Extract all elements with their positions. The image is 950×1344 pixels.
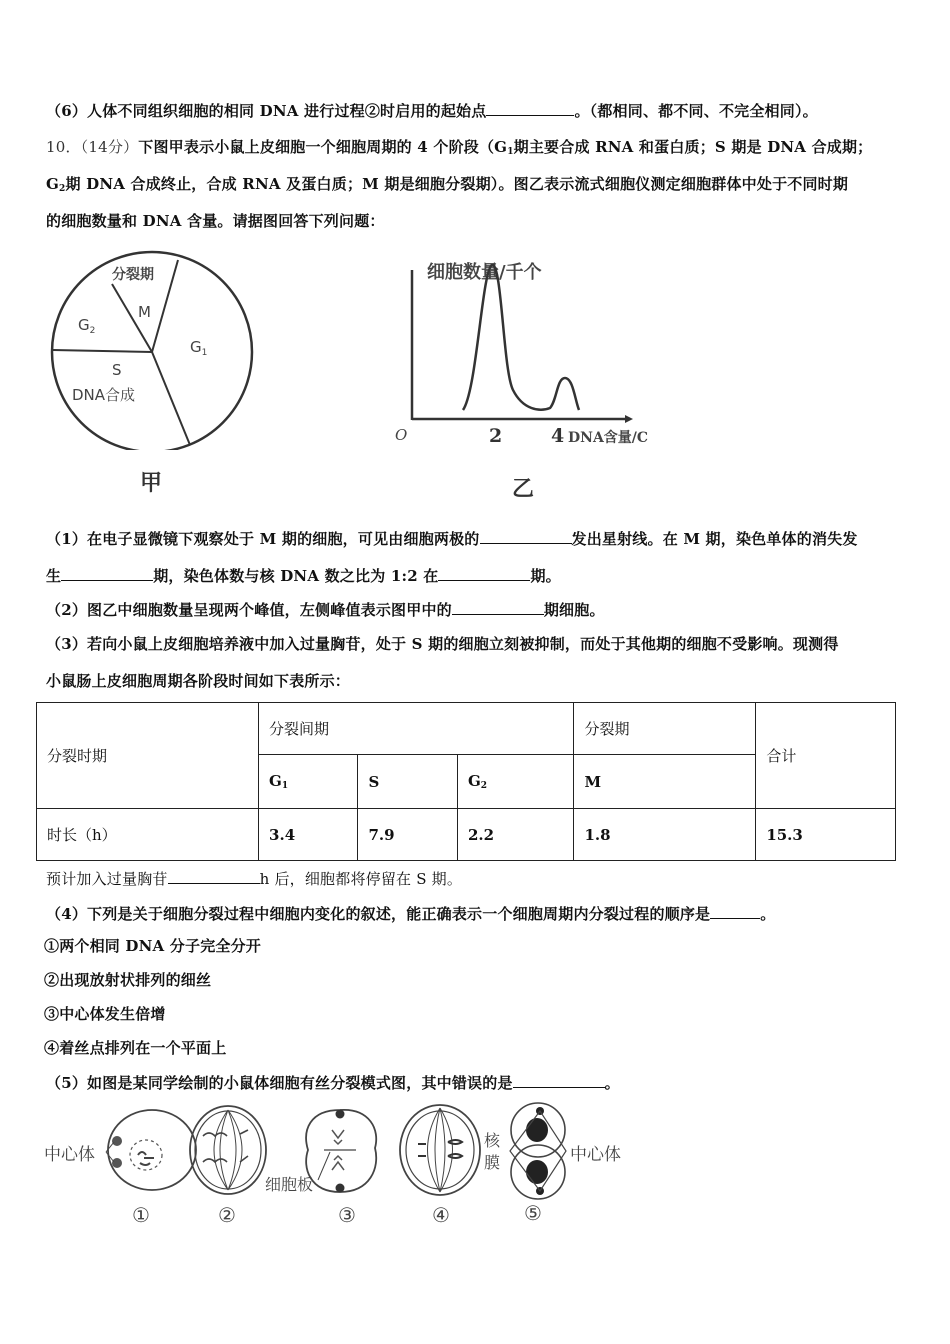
q1-text: 期。 [530,567,561,585]
figure-jia-cell-cycle-pie [50,250,260,450]
q10-intro-text: 期主要合成 RNA 和蛋白质；S 期是 DNA 合成期； [513,138,873,156]
q3-answer-blank[interactable] [168,869,260,884]
q1-answer-blank-1[interactable] [480,529,572,544]
g1-text: G [269,772,282,790]
table-header-total: 合计 [756,703,896,809]
origin-label: O [395,426,408,444]
subscript: 2 [59,184,66,194]
subscript: 2 [480,781,488,791]
table-header-s: S [358,755,457,809]
table-duration-label: 时长（h） [37,809,259,861]
table-value-total: 15.3 [756,809,896,861]
x-tick-4: 4 [551,425,565,447]
pie-label-s: S [112,361,122,379]
q1-text: 期，染色体数与核 DNA 数之比为 1:2 在 [153,567,439,585]
q3-text: （3）若向小鼠上皮细胞培养液中加入过量胸苷，处于 S 期的细胞立刻被抑制，而处于其他期的细胞不受影响。现测得 [46,635,839,653]
y-axis-label: 细胞数量/千个 [427,262,542,283]
cell-number-3: ③ [338,1203,356,1227]
q6-prefix: （6）人体不同组织细胞的相同 DNA 进行过程②时启用的起始点 [46,102,487,120]
table-header-m: M [574,755,756,809]
q3-text: 预计加入过量胸苷 [46,870,168,888]
q1-line2 [46,566,561,586]
q1-text: （1）在电子显微镜下观察处于 M 期的细胞，可见由细胞两极的 [46,530,480,548]
q2-line [46,600,605,620]
q10-number: 10．（14分） [46,138,139,156]
nuclear-membrane-label: 核膜 [484,1131,501,1172]
cell-plate-label: 细胞板 [265,1175,314,1194]
pie-label-dna-synthesis: DNA合成 [72,386,136,404]
figure-yi-dna-content-chart [385,250,705,450]
cell-number-2: ② [218,1203,236,1227]
q10-intro-text: 期 DNA 合成终止，合成 RNA 及蛋白质；M 期是细胞分裂期）。图乙表示流式细胞仪测定细胞群体中处于不同时期 [65,175,849,193]
cell-diagram-1 [44,1110,196,1190]
pie-label-g1: $G_1$ [190,338,208,358]
table-header-division: 分裂期 [574,703,756,755]
q1-text: 生 [46,567,62,585]
figure-jia-caption: 甲 [140,471,163,496]
cell-diagram-4 [400,1105,480,1195]
q10-intro-line1 [46,137,872,162]
q5-prompt [46,1073,620,1093]
centrosome-label-left: 中心体 [44,1145,95,1165]
q1-answer-blank-3[interactable] [438,566,530,581]
centrosome-label-right: 中心体 [570,1145,621,1165]
pie-label-division: 分裂期 [112,267,154,283]
cell-number-1: ① [132,1203,150,1227]
q5-text: （5）如图是某同学绘制的小鼠体细胞有丝分裂模式图，其中错误的是 [46,1074,513,1092]
pie-label-m: M [138,303,151,321]
cell-number-5: ⑤ [524,1201,542,1225]
q4-text: （4）下列是关于细胞分裂过程中细胞内变化的叙述，能正确表示一个细胞周期内分裂过程的顺序是 [46,905,711,923]
table-header-g2 [457,755,574,809]
figure-yi-caption: 乙 [512,477,535,502]
q6-answer-blank[interactable] [486,101,574,116]
cell-diagram-3 [265,1110,376,1195]
cell-cycle-duration-table [36,702,896,861]
q10-intro-text: 下图甲表示小鼠上皮细胞一个细胞周期的 4 个阶段（G [138,138,508,156]
pie-label-g2: $G_2$ [78,316,96,336]
q10-intro-text: 的细胞数量和 DNA 含量。请据图回答下列问题： [46,212,385,230]
q3-line2 [46,671,350,691]
x-tick-2: 2 [489,425,503,447]
q4-answer-blank[interactable] [710,904,760,919]
q10-intro-line3 [46,211,385,231]
q3-after-table [46,869,462,889]
q2-answer-blank[interactable] [452,600,544,615]
q2-text: 期细胞。 [543,601,605,619]
q4-option-1: ①两个相同 DNA 分子完全分开 [44,937,262,955]
q3-text: 小鼠肠上皮细胞周期各阶段时间如下表所示： [46,672,351,690]
subscript: 1 [507,147,514,157]
table-value-g2: 2.2 [457,809,574,861]
q10-intro-line2 [46,174,848,199]
cell-diagram-2 [190,1106,266,1194]
q4-option-3: ③中心体发生倍增 [44,1005,166,1023]
q4-text: 。 [760,905,776,923]
q6-suffix: 。（都相同、都不同、不完全相同）。 [574,102,818,120]
q5-answer-blank[interactable] [513,1073,605,1088]
q4-option-2: ②出现放射状排列的细丝 [44,971,212,989]
table-header-phase: 分裂时期 [37,703,259,809]
q1-text: 发出星射线。在 M 期，染色单体的消失发 [571,530,858,548]
q3-text: h 后，细胞都将停留在 S 期。 [259,870,463,888]
table-value-s: 7.9 [358,809,457,861]
q4-prompt [46,904,775,924]
cell-diagram-5 [484,1103,621,1199]
q2-text: （2）图乙中细胞数量呈现两个峰值，左侧峰值表示图甲中的 [46,601,452,619]
q4-option-4: ④着丝点排列在一个平面上 [44,1039,227,1057]
table-header-g1 [259,755,358,809]
table-value-m: 1.8 [574,809,756,861]
q1-answer-blank-2[interactable] [61,566,153,581]
table-header-interphase: 分裂间期 [259,703,574,755]
q10-intro-text: G [46,175,60,193]
q3-line1 [46,634,839,654]
q5-text: 。 [604,1074,620,1092]
q6-line [46,101,818,121]
subscript: 1 [281,781,289,791]
mitosis-cells-figure [40,1100,640,1230]
q1-line1 [46,529,858,549]
x-axis-label: DNA含量/C [568,430,649,446]
g2-text: G [467,772,481,790]
table-value-g1: 3.4 [259,809,358,861]
cell-number-4: ④ [432,1203,450,1227]
